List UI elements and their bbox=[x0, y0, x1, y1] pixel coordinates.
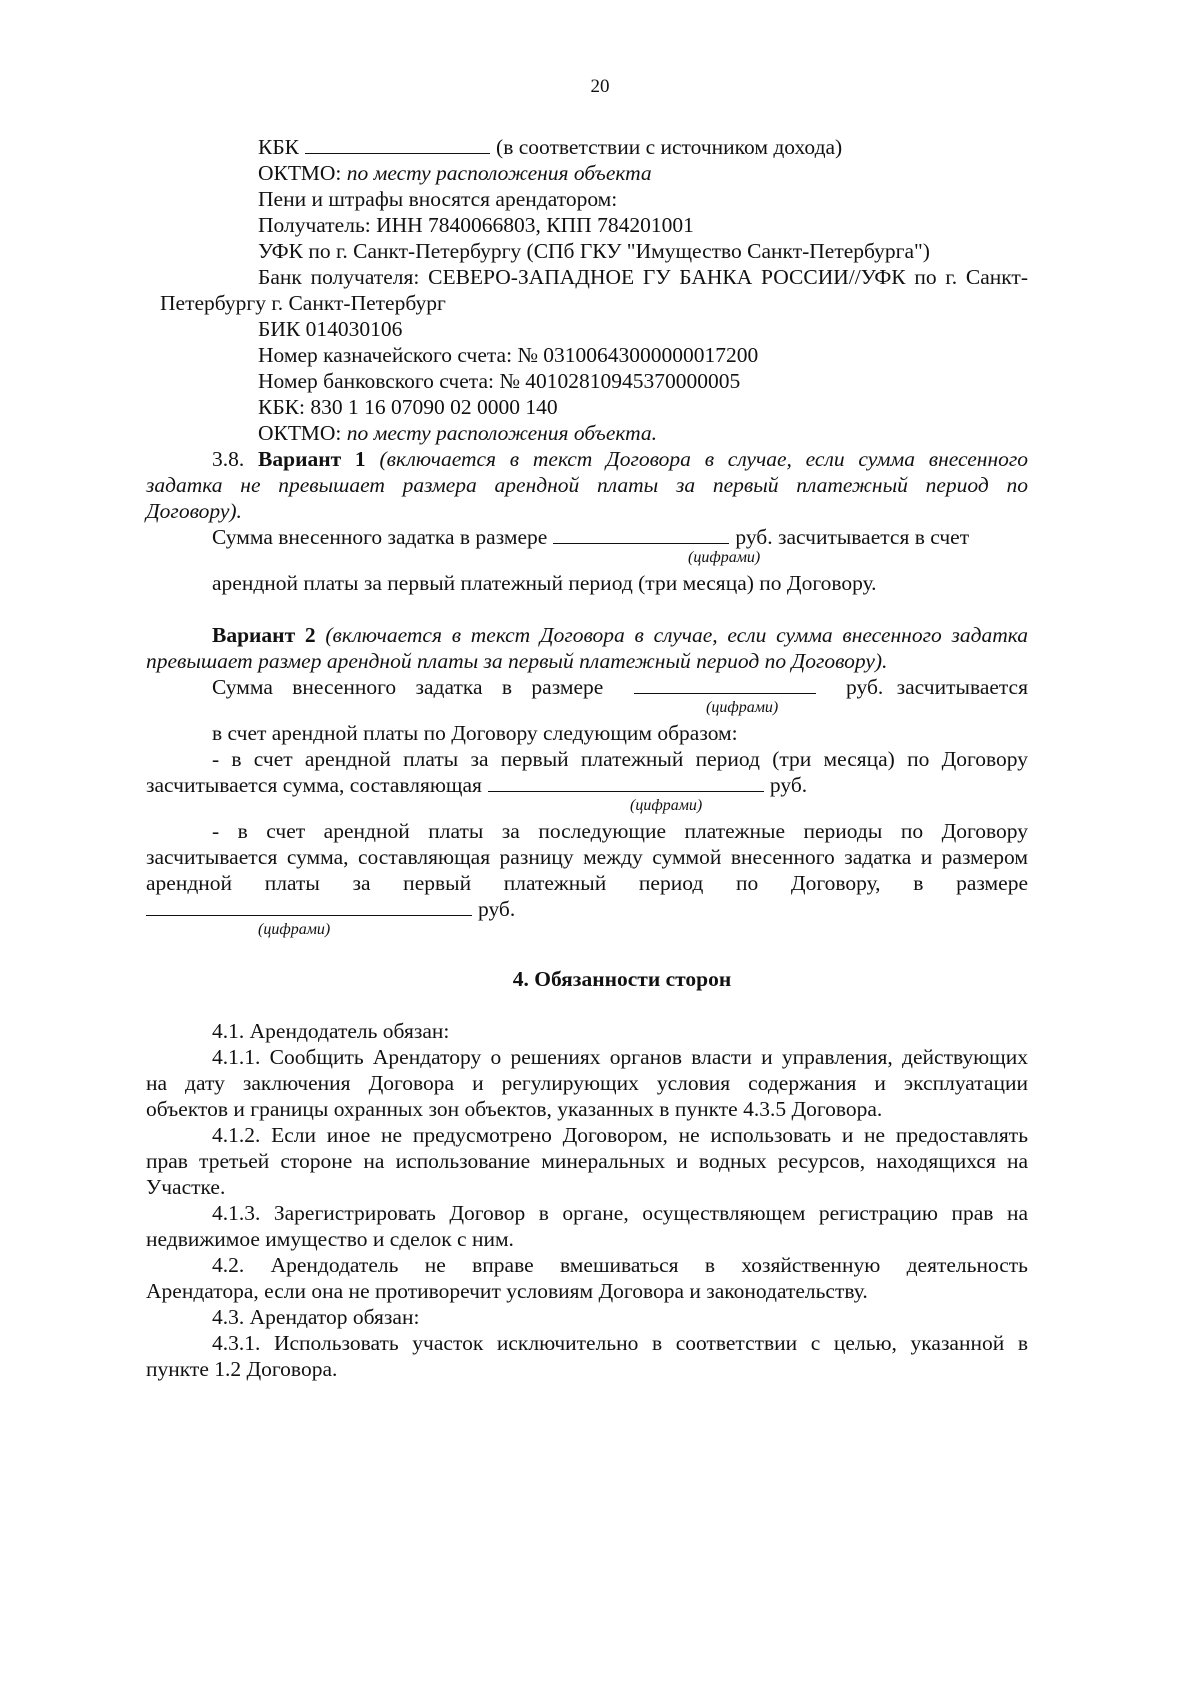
oktmo-value: по месту расположения объекта bbox=[346, 161, 652, 185]
variant2-note-line2: превышает размер арендной платы за первый платежный период по Договору). bbox=[146, 649, 888, 673]
oktmo-value-2: по месту расположения объекта. bbox=[346, 421, 658, 445]
v2-item2-line3: арендной платы за первый платежный период по Договору, в размере bbox=[146, 871, 1028, 895]
variant2-note: (включается в текст Договора в случае, если сумма внесенного задатка bbox=[325, 623, 1029, 647]
variant1-title: Вариант 1 bbox=[258, 447, 366, 471]
variant2-sum-line bbox=[212, 674, 1028, 700]
v2-sum-blank bbox=[634, 692, 816, 694]
p-4-1-1-line3: объектов и границы охранных зон объектов, указанных в пункте 4.3.5 Договора. bbox=[146, 1097, 883, 1121]
variant1-note-line2: задатка не превышает размера арендной платы за первый платежный период по bbox=[146, 473, 1028, 497]
bank-line-cont: Петербургу г. Санкт-Петербург bbox=[160, 291, 446, 315]
v2-item2-suffix: руб. bbox=[478, 897, 516, 921]
variant1-note: (включается в текст Договора в случае, если сумма внесенного bbox=[379, 447, 1029, 471]
treasury-account-line: Номер казначейского счета: № 03100643000000017200 bbox=[258, 343, 759, 367]
variant2-line-next: в счет арендной платы по Договору следующим образом: bbox=[212, 721, 738, 745]
v2-item2-line1: - в счет арендной платы за последующие платежные периоды по Договору bbox=[212, 819, 1028, 843]
p-4-3-1-line2: пункте 1.2 Договора. bbox=[146, 1357, 338, 1381]
bank-line: Банк получателя: СЕВЕРО-ЗАПАДНОЕ ГУ БАНКА РОССИИ//УФК по г. Санкт- bbox=[258, 265, 1028, 289]
v2-item2-blank bbox=[146, 914, 472, 916]
page-number: 20 bbox=[590, 76, 610, 97]
penalties-line: Пени и штрафы вносятся арендатором: bbox=[258, 187, 618, 211]
variant2-line1 bbox=[212, 622, 1028, 648]
v2-item1-line1: - в счет арендной платы за первый платежный период (три месяца) по Договору bbox=[212, 747, 1028, 771]
kbk-blank bbox=[305, 152, 490, 154]
p-4-1-2-line2: прав третьей стороне на использование минеральных и водных ресурсов, находящихся на bbox=[146, 1149, 1028, 1173]
kbk-label: КБК bbox=[258, 135, 300, 159]
bank-account-line: Номер банковского счета: № 40102810945370000005 bbox=[258, 369, 741, 393]
sum-suffix: руб. засчитывается в счет bbox=[735, 525, 970, 549]
kbk-line bbox=[258, 134, 842, 160]
p-4-2-line1: 4.2. Арендодатель не вправе вмешиваться в хозяйственную деятельность bbox=[212, 1253, 1028, 1277]
kbk-note: (в соответствии с источником дохода) bbox=[496, 135, 843, 159]
ufk-line: УФК по г. Санкт-Петербургу (СПб ГКУ "Имущество Санкт-Петербурга") bbox=[258, 239, 930, 263]
section-4-heading: 4. Обязанности сторон bbox=[512, 967, 732, 991]
variant2-title: Вариант 2 bbox=[212, 623, 316, 647]
sum-blank bbox=[553, 542, 729, 544]
p-4-1-3-line1: 4.1.3. Зарегистрировать Договор в органе, осуществляющем регистрацию прав на bbox=[212, 1201, 1028, 1225]
p-4-3-1-line1: 4.3.1. Использовать участок исключительно в соответствии с целью, указанной в bbox=[212, 1331, 1028, 1355]
oktmo-line bbox=[258, 160, 652, 186]
p-4-2-line2: Арендатора, если она не противоречит условиям Договора и законодательству. bbox=[146, 1279, 868, 1303]
oktmo-label-2: ОКТМО: bbox=[258, 421, 347, 445]
kbk-code-line: КБК: 830 1 16 07090 02 0000 140 bbox=[258, 395, 558, 419]
p-4-1-1-line1: 4.1.1. Сообщить Арендатору о решениях органов власти и управления, действующих bbox=[212, 1045, 1028, 1069]
p-4-1-2-line3: Участке. bbox=[146, 1175, 226, 1199]
variant1-sum-line bbox=[212, 524, 969, 550]
variant1-note-line3: Договору). bbox=[146, 499, 242, 523]
v2-item2-line2: засчитывается сумма, составляющая разницу между суммой внесенного задатка и размером bbox=[146, 845, 1028, 869]
variant1-after-line: арендной платы за первый платежный период (три месяца) по Договору. bbox=[212, 571, 877, 595]
p-4-1-2-line1: 4.1.2. Если иное не предусмотрено Договором, не использовать и не предоставлять bbox=[212, 1123, 1028, 1147]
v2-item2-line4 bbox=[146, 896, 515, 922]
digits-hint-3: (цифрами) bbox=[630, 797, 703, 814]
p-4-1: 4.1. Арендодатель обязан: bbox=[212, 1019, 450, 1043]
v2-item1-blank bbox=[488, 790, 764, 792]
v2-sum-label: Сумма внесенного задатка в размере bbox=[212, 675, 604, 699]
v2-item1-line2 bbox=[146, 772, 807, 798]
recipient-line: Получатель: ИНН 7840066803, КПП 784201001 bbox=[258, 213, 694, 237]
bik-line: БИК 014030106 bbox=[258, 317, 403, 341]
v2-sum-suffix: руб. засчитывается bbox=[846, 675, 1028, 699]
p-4-3: 4.3. Арендатор обязан: bbox=[212, 1305, 420, 1329]
sum-label: Сумма внесенного задатка в размере bbox=[212, 525, 548, 549]
oktmo-label: ОКТМО: bbox=[258, 161, 347, 185]
p-4-1-3-line2: недвижимое имущество и сделок с ним. bbox=[146, 1227, 514, 1251]
clause-number: 3.8. bbox=[212, 447, 245, 471]
clause-3-8-line1 bbox=[212, 446, 1028, 472]
digits-hint-4: (цифрами) bbox=[258, 921, 331, 938]
p-4-1-1-line2: на дату заключения Договора и регулирующих условия содержания и эксплуатации bbox=[146, 1071, 1028, 1095]
v2-item1-suffix: руб. bbox=[769, 773, 808, 797]
digits-hint-2: (цифрами) bbox=[706, 699, 779, 716]
digits-hint-1: (цифрами) bbox=[688, 549, 761, 566]
v2-item1-label: засчитывается сумма, составляющая bbox=[146, 773, 482, 797]
oktmo-line-2 bbox=[258, 420, 657, 446]
